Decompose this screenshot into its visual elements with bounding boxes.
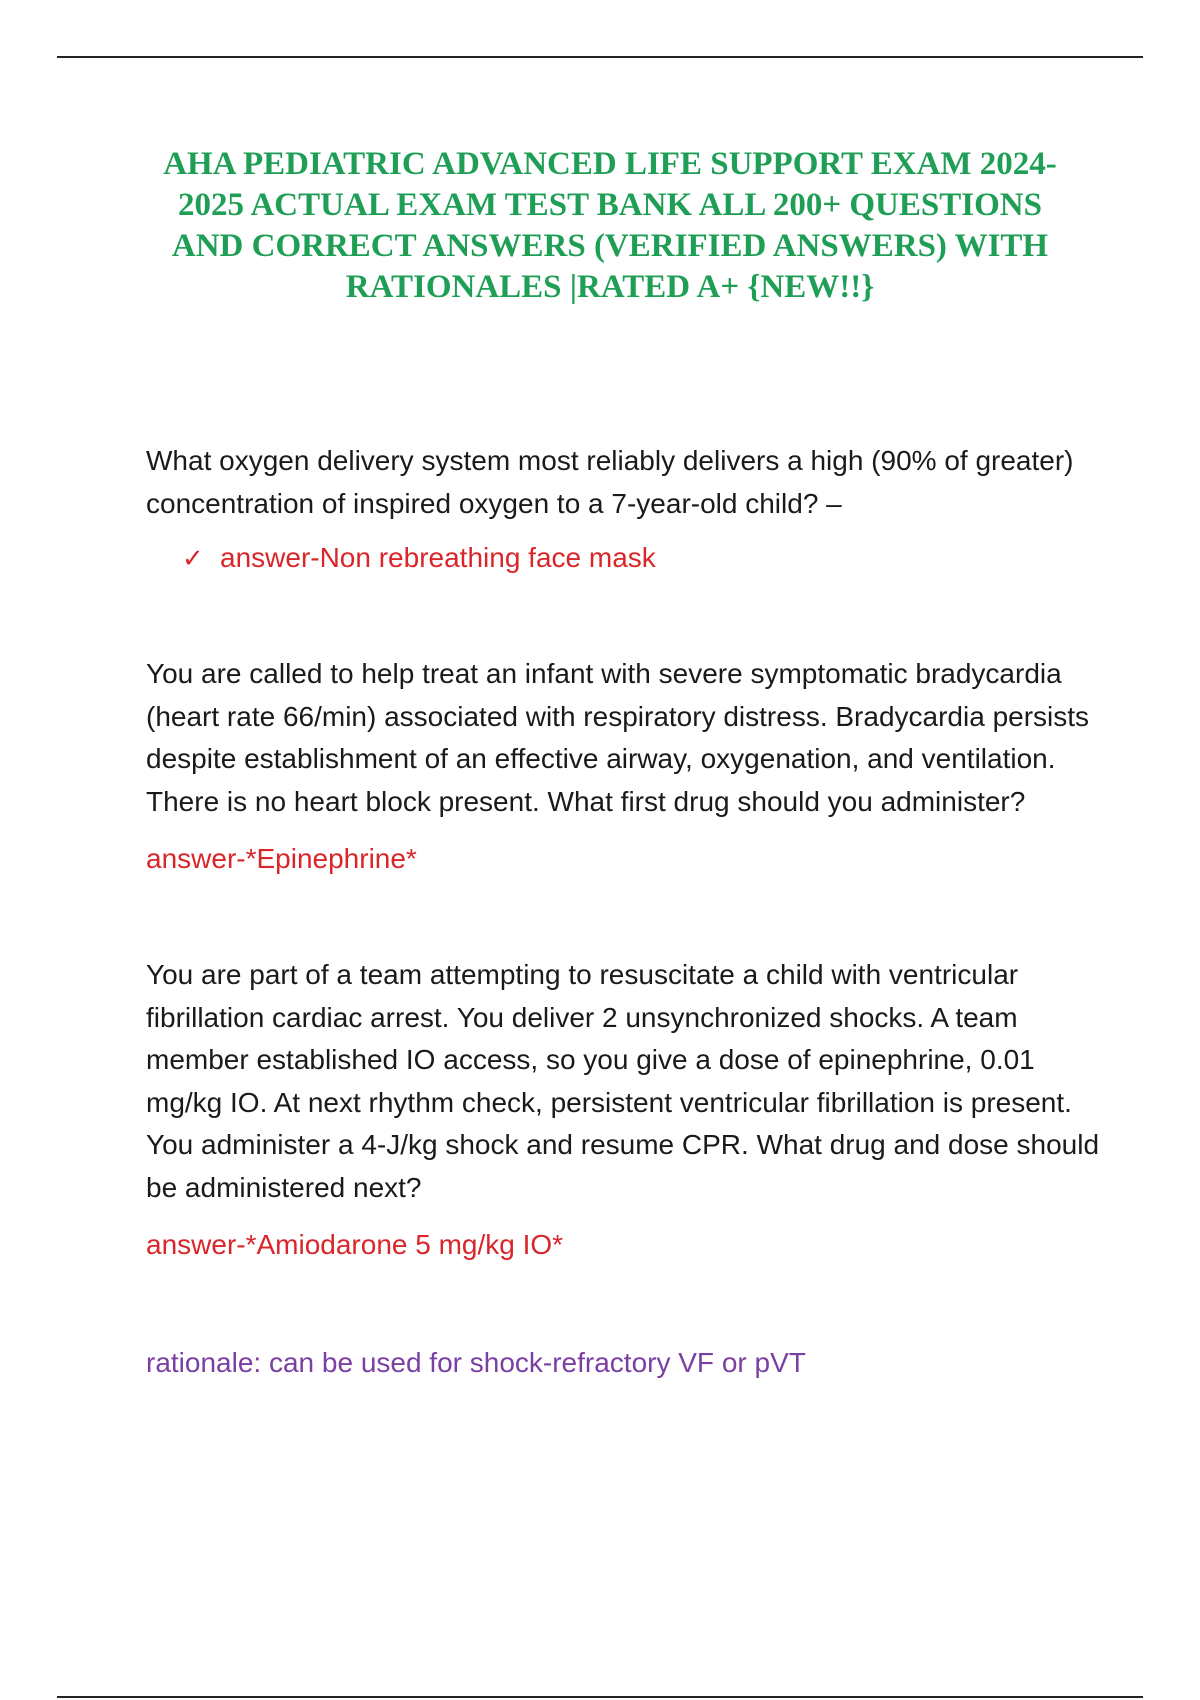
answer-1 xyxy=(182,537,1106,579)
bottom-rule xyxy=(57,1696,1143,1698)
check-icon: ✓ xyxy=(182,543,204,573)
question-2: You are called to help treat an infant with severe symptomatic bradycardia (heart rate 66/min) associated with respiratory distress. Bradycardia persists despite establishment of an effective airway, oxygenation, and ventilation. There is no heart block present. What first drug should you administer? xyxy=(146,658,1090,817)
question-3: You are part of a team attempting to resuscitate a child with ventricular fibrillation cardiac arrest. You deliver 2 unsynchronized shocks. A team member established IO access, so you give a dose of epinephrine, 0.01 mg/kg IO. At next rhythm check, persistent ventricular fibrillation is present. You administer a 4-J/kg shock and resume CPR. What drug and dose should be administered next? xyxy=(146,959,1100,1203)
answer-2: answer-*Epinephrine* xyxy=(146,843,417,874)
question-1: What oxygen delivery system most reliably delivers a high (90% of greater) concentration of inspired oxygen to a 7-year-old child? – xyxy=(146,445,1074,519)
qa-content xyxy=(146,440,1106,1384)
rationale-3: rationale: can be used for shock-refractory VF or pVT xyxy=(146,1347,806,1378)
document-title: AHA PEDIATRIC ADVANCED LIFE SUPPORT EXAM 2024-2025 ACTUAL EXAM TEST BANK ALL 200+ QUESTIONS AND CORRECT ANSWERS (VERIFIED ANSWERS) WITH RATIONALES |RATED A+ {NEW!!} xyxy=(163,146,1057,305)
top-rule xyxy=(57,56,1143,58)
answer-3: answer-*Amiodarone 5 mg/kg IO* xyxy=(146,1229,564,1260)
answer-1-text: answer-Non rebreathing face mask xyxy=(220,542,656,573)
